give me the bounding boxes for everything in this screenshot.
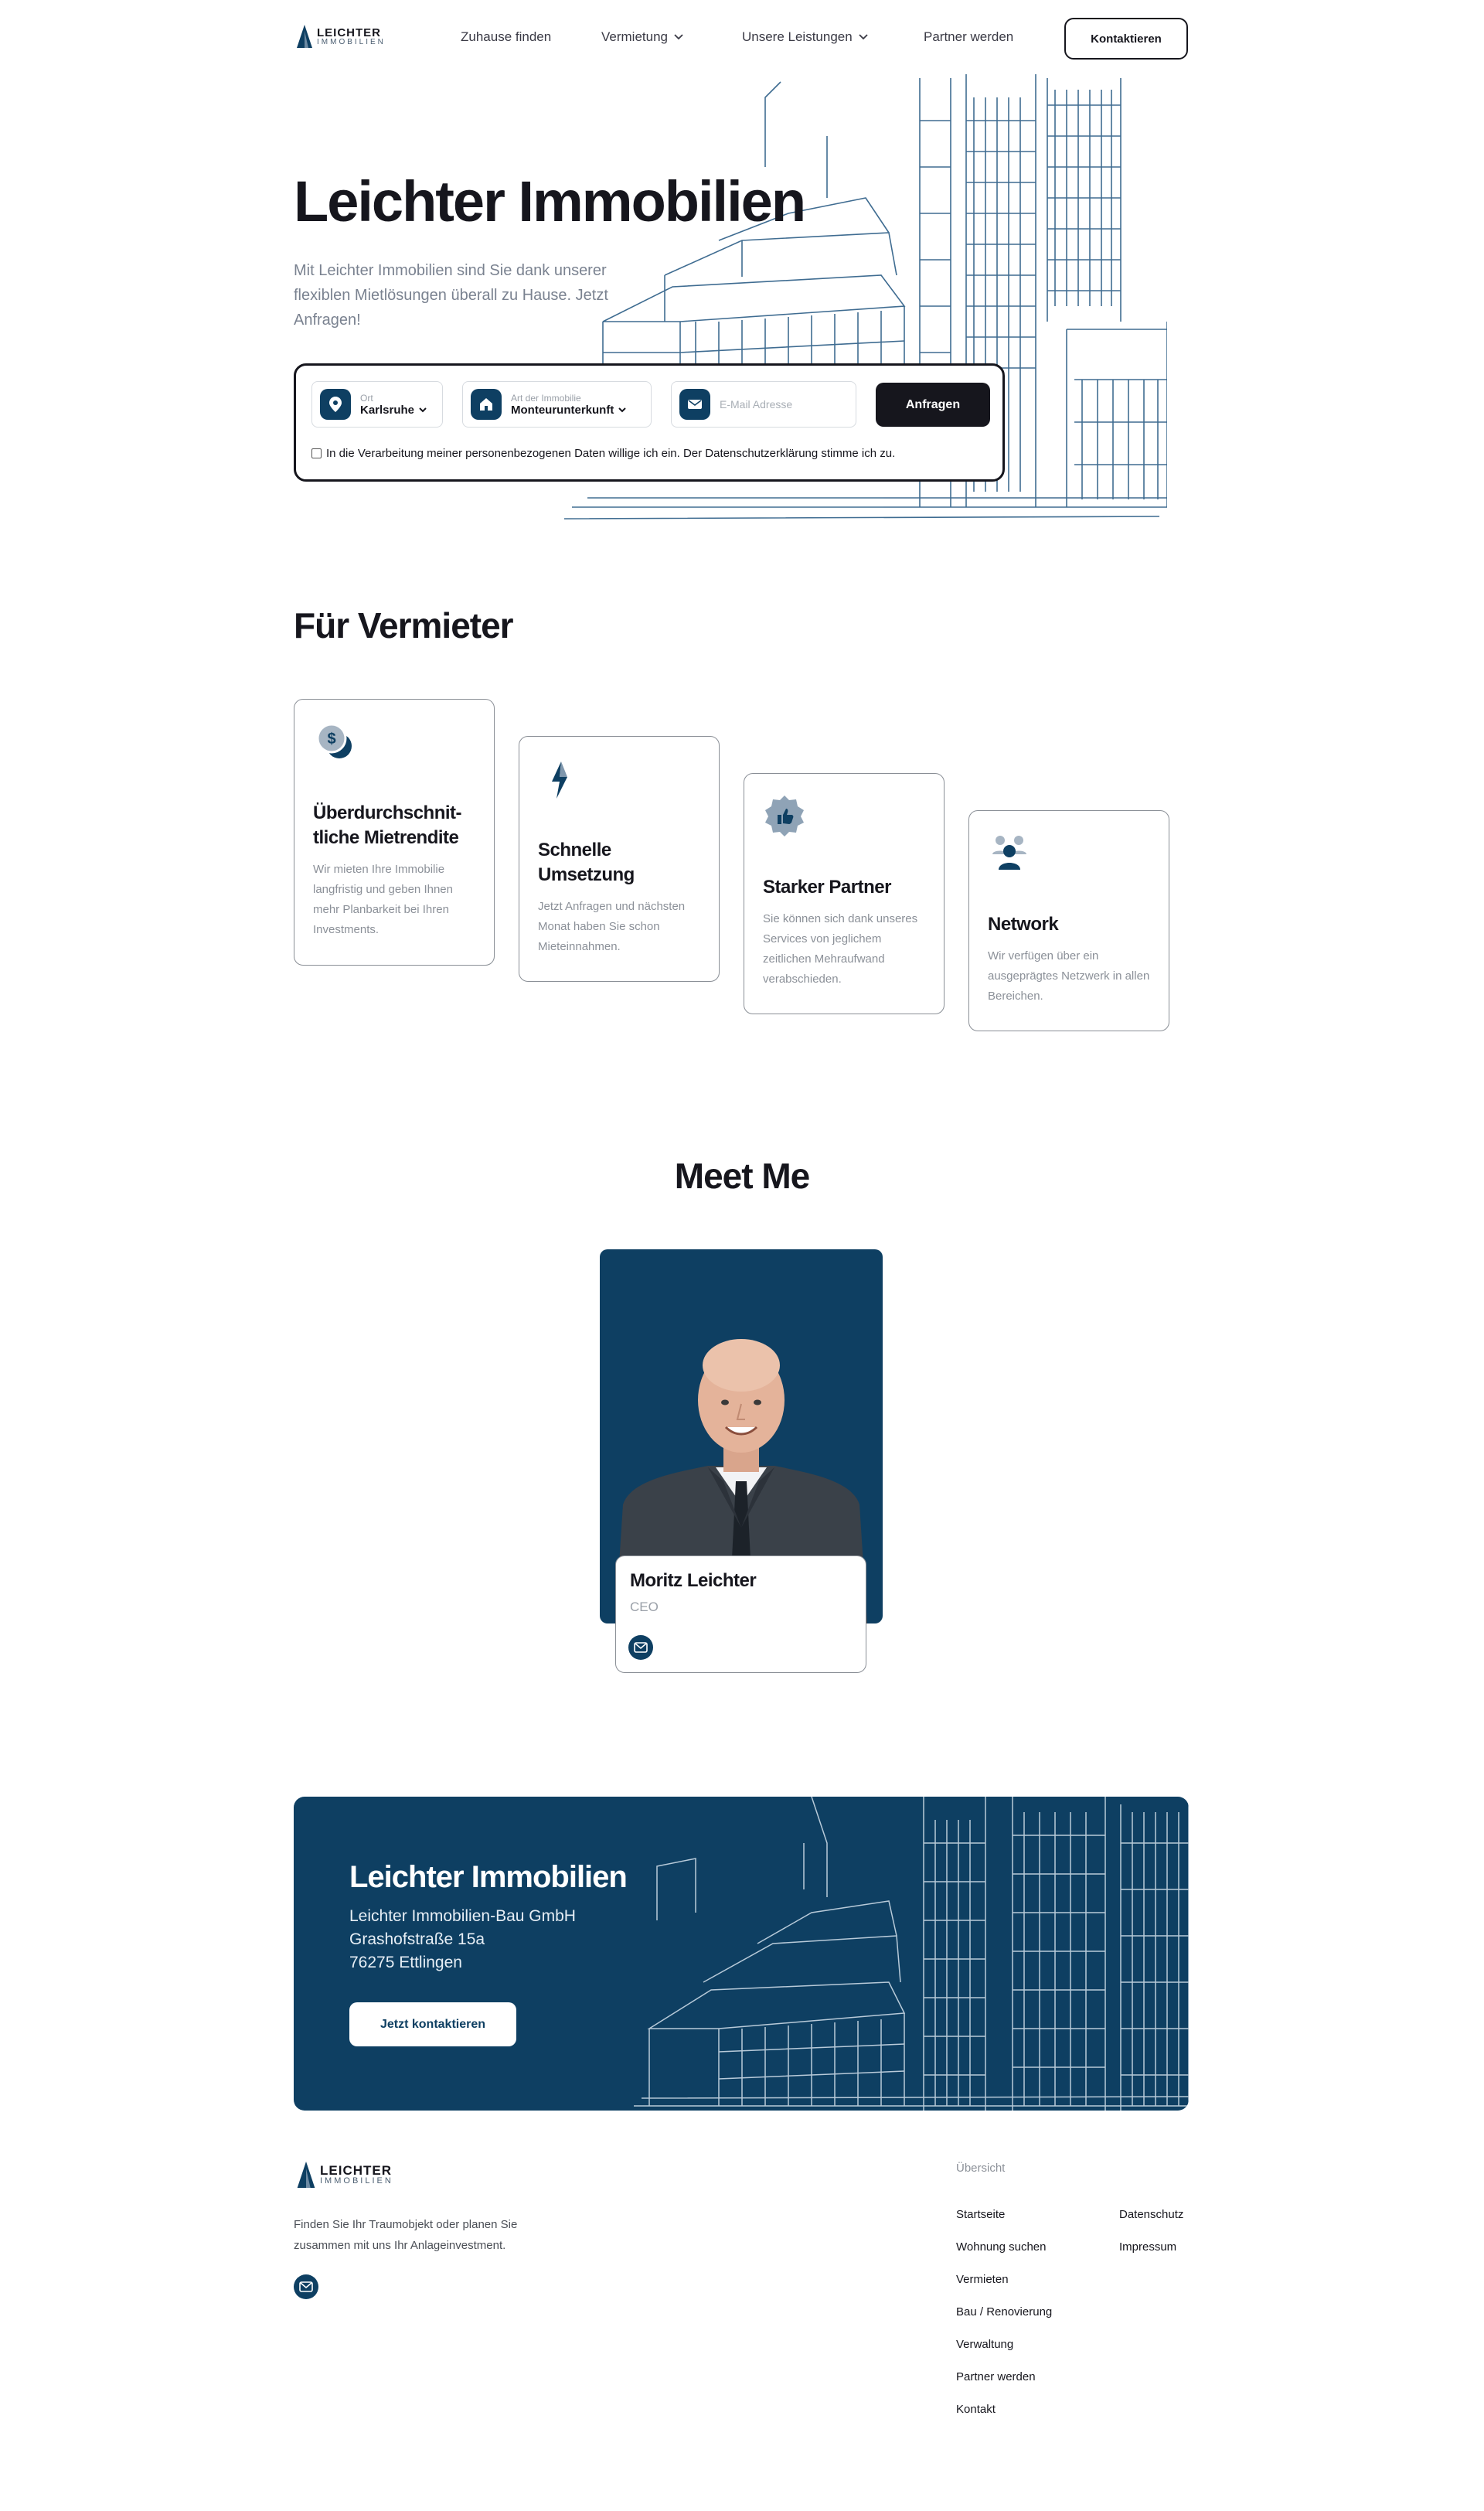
property-type-value: Monteurunterkunft (511, 403, 614, 417)
logo-subtext: IMMOBILIEN (320, 2176, 393, 2186)
chevron-down-icon (419, 407, 427, 413)
footer-link-kontakt[interactable]: Kontakt (956, 2403, 996, 2416)
email-field[interactable] (671, 381, 856, 428)
footer-link-vermieten[interactable]: Vermieten (956, 2273, 1009, 2286)
svg-text:$: $ (327, 731, 336, 748)
nav-label: Zuhause finden (461, 29, 552, 44)
logo-text: LEICHTER (317, 26, 381, 39)
footer-link-datenschutz[interactable]: Datenschutz (1119, 2208, 1184, 2221)
location-select[interactable] (311, 381, 443, 428)
logo-subtext: IMMOBILIEN (317, 37, 386, 46)
footer-link-startseite[interactable]: Startseite (956, 2208, 1006, 2221)
consent-text: In die Verarbeitung meiner personenbezogenen Daten willige ich ein. Der Datenschutzerklärung stimme ich zu. (326, 447, 896, 460)
banner-street: Grashofstraße 15a (349, 1930, 485, 1948)
hero-description: Mit Leichter Immobilien sind Sie dank unserer flexiblen Mietlösungen überall zu Hause. Jetzt Anfragen! (294, 262, 608, 329)
footer-logo[interactable] (297, 2162, 393, 2188)
nav-vermietung[interactable] (601, 29, 683, 45)
feature-card-text: Sie können sich dank unseres Services von jeglichem zeitlichen Mehraufwand verabschieden. (763, 912, 918, 986)
feature-card-text: Jetzt Anfragen und nächsten Monat haben Sie schon Mieteinnahmen. (538, 900, 686, 953)
footer-link-bau-renovierung[interactable]: Bau / Renovierung (956, 2305, 1053, 2319)
footer-overview-label: Übersicht (956, 2162, 1006, 2175)
kontaktieren-button[interactable]: Kontaktieren (1064, 18, 1188, 60)
anfragen-button[interactable]: Anfragen (876, 383, 990, 427)
inquiry-form (294, 363, 1005, 482)
location-value: Karlsruhe (360, 403, 415, 417)
chevron-down-icon (674, 34, 683, 40)
email-placeholder: E-Mail Adresse (720, 398, 793, 411)
feature-card-partner (744, 773, 945, 1014)
feature-card-title: Überdurchschnit-tliche Mietrendite (313, 802, 462, 848)
network-icon (988, 831, 1031, 874)
section-title-vermieter: Für Vermieter (294, 605, 513, 646)
feature-card-umsetzung (519, 736, 720, 982)
feature-card-title: Network (988, 914, 1059, 935)
banner-company: Leichter Immobilien-Bau GmbH (349, 1907, 576, 1925)
footer-link-partner-werden[interactable]: Partner werden (956, 2370, 1036, 2383)
nav-label: Partner werden (924, 29, 1014, 44)
nav-unsere-leistungen[interactable] (742, 29, 868, 45)
location-pin-icon (320, 389, 351, 420)
banner-title: Leichter Immobilien (349, 1860, 627, 1894)
banner-city: 76275 Ettlingen (349, 1954, 462, 1971)
consent-checkbox-row[interactable] (311, 447, 895, 460)
logo-mark-icon (297, 25, 312, 48)
ceo-name: Moritz Leichter (630, 1570, 757, 1591)
banner-building-sketch (634, 1797, 1189, 2111)
location-label: Ort (360, 392, 373, 404)
contact-banner (294, 1797, 1189, 2111)
logo-text: LEICHTER (320, 2163, 392, 2178)
feature-card-network (968, 810, 1169, 1031)
feature-card-text: Wir mieten Ihre Immobilie langfristig und geben Ihnen mehr Planbarkeit bei Ihren Investments. (313, 863, 453, 936)
feature-card-text: Wir verfügen über ein ausgeprägtes Netzwerk in allen Bereichen. (988, 949, 1150, 1003)
footer-link-impressum[interactable]: Impressum (1119, 2240, 1177, 2254)
nav-zuhause-finden[interactable] (461, 29, 551, 45)
ceo-card (615, 1555, 866, 1673)
nav-label: Unsere Leistungen (742, 29, 853, 44)
footer-tagline: Finden Sie Ihr Traumobjekt oder planen Sie zusammen mit uns Ihr Anlageinvestment. (294, 2218, 518, 2252)
ceo-mail-icon[interactable] (628, 1635, 653, 1660)
property-type-select[interactable] (462, 381, 652, 428)
thumbs-up-badge-icon (763, 794, 806, 837)
mail-icon (679, 389, 710, 420)
feature-card-title: Starker Partner (763, 877, 891, 898)
coin-icon (313, 720, 356, 763)
hero-title: Leichter Immobilien (294, 169, 805, 233)
footer-link-verwaltung[interactable]: Verwaltung (956, 2338, 1014, 2351)
chevron-down-icon (618, 407, 626, 413)
nav-partner-werden[interactable] (924, 29, 1013, 45)
consent-checkbox[interactable] (311, 448, 322, 458)
footer-mail-icon[interactable] (294, 2274, 318, 2299)
house-icon (471, 389, 502, 420)
nav-label: Vermietung (601, 29, 668, 44)
logo-mark-icon (297, 2162, 315, 2188)
feature-card-rendite (294, 699, 495, 966)
lightning-icon (538, 757, 581, 800)
jetzt-kontaktieren-button[interactable]: Jetzt kontaktieren (349, 2002, 516, 2046)
feature-card-title: Schnelle Umsetzung (538, 840, 635, 885)
property-type-label: Art der Immobilie (511, 392, 581, 404)
section-title-meet: Meet Me (674, 1156, 810, 1196)
brand-logo[interactable] (297, 25, 386, 48)
ceo-role: CEO (630, 1600, 659, 1614)
footer-link-wohnung-suchen[interactable]: Wohnung suchen (956, 2240, 1047, 2254)
chevron-down-icon (859, 34, 868, 40)
